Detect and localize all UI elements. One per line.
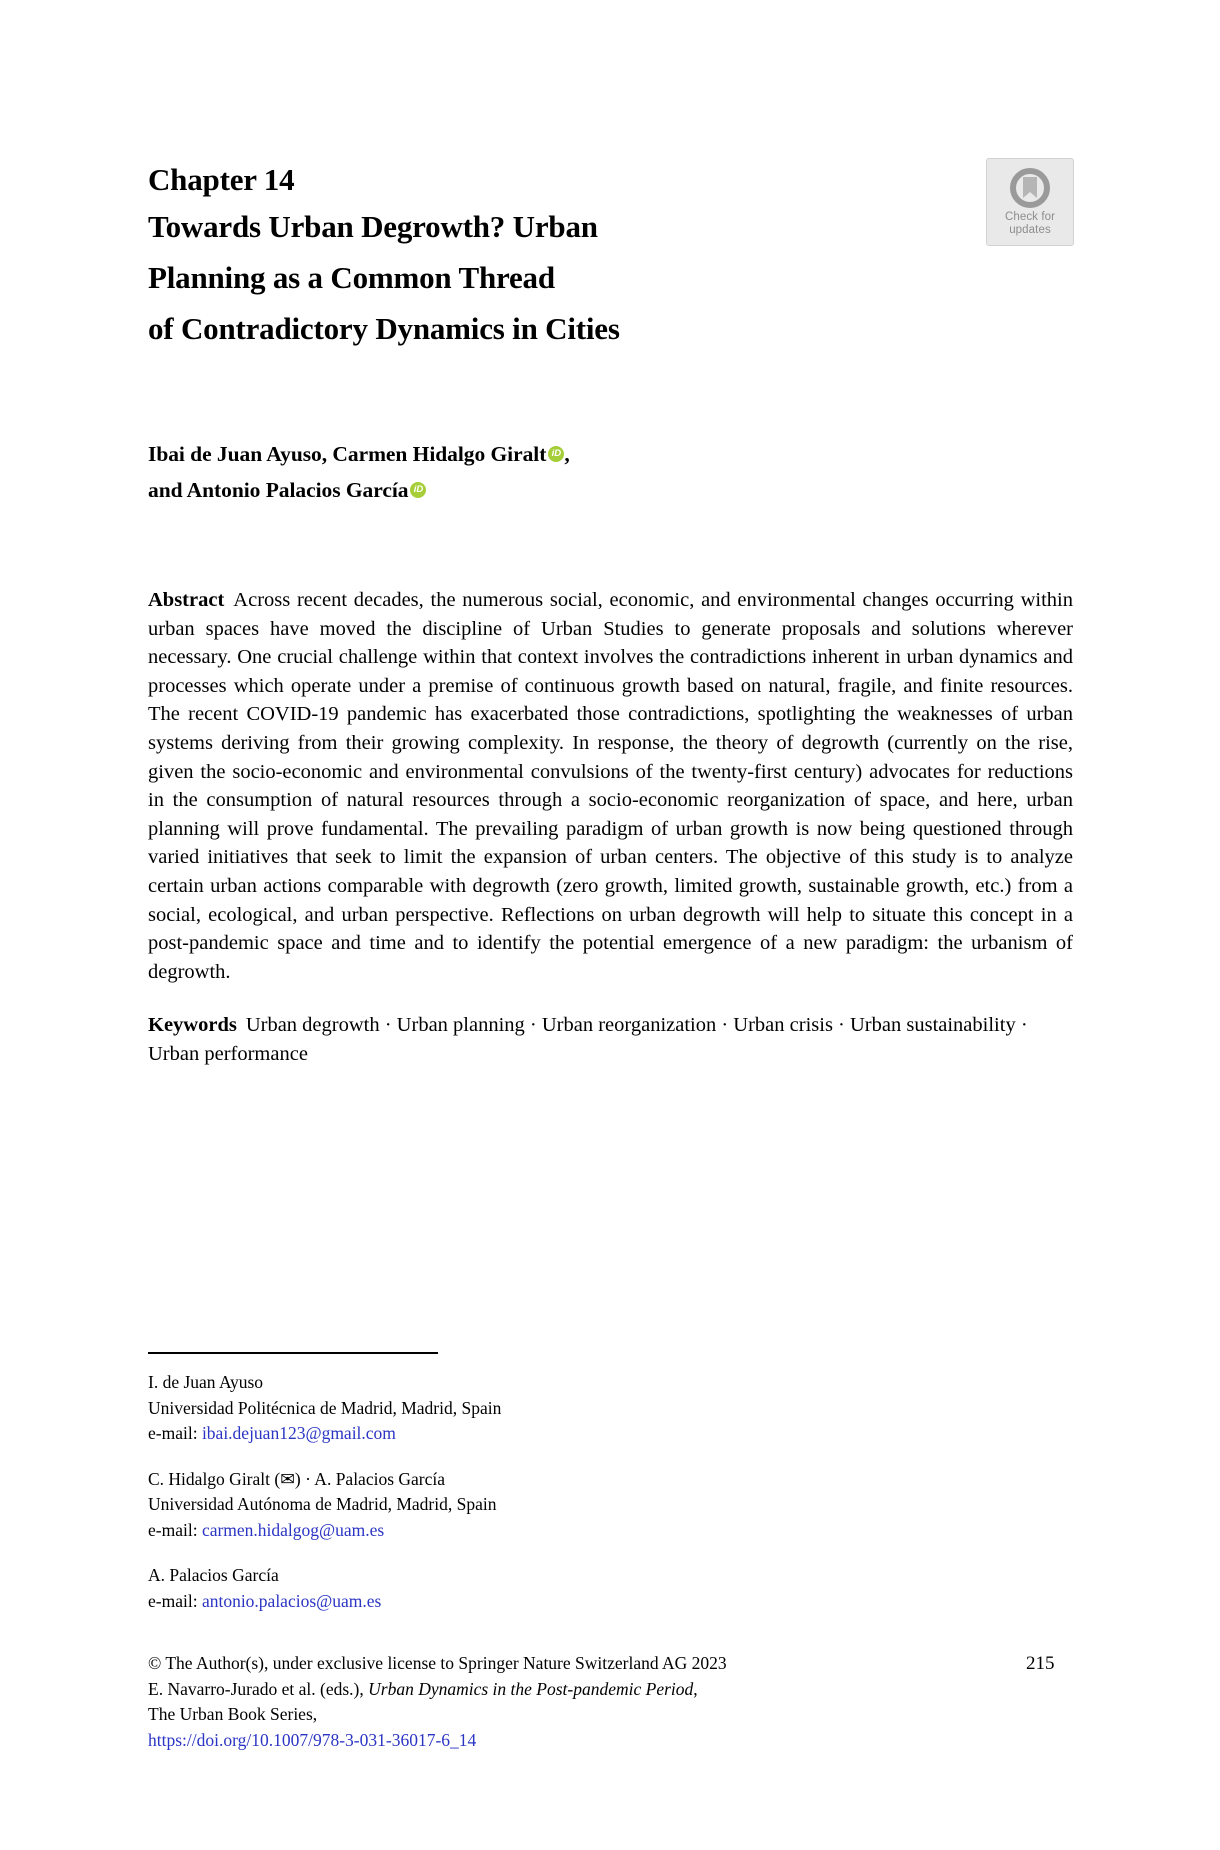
affiliation-email-line bbox=[148, 1421, 1073, 1447]
abstract-section bbox=[148, 586, 1073, 986]
doi-link[interactable]: https://doi.org/10.1007/978-3-031-36017-6_14 bbox=[148, 1729, 477, 1750]
affiliation-author: I. de Juan Ayuso bbox=[148, 1372, 264, 1392]
title-line-1: Towards Urban Degrowth? Urban bbox=[148, 209, 598, 244]
copyright-line: © The Author(s), under exclusive license to Springer Nature Switzerland AG 2023 bbox=[148, 1653, 727, 1673]
author-line-1: Ibai de Juan Ayuso, Carmen Hidalgo Giralt bbox=[148, 442, 547, 466]
author-line-2: and Antonio Palacios García bbox=[148, 478, 409, 502]
affiliation-author: A. Palacios García bbox=[148, 1565, 279, 1585]
crossmark-label-line1: Check for bbox=[1004, 211, 1056, 223]
title-line-2: Planning as a Common Thread bbox=[148, 260, 555, 295]
author-line-1-tail: , bbox=[564, 442, 570, 466]
email-link[interactable]: carmen.hidalgog@uam.es bbox=[201, 1519, 385, 1540]
email-label: e-mail: bbox=[148, 1519, 198, 1540]
affiliation-institution: Universidad Autónoma de Madrid, Madrid, Spain bbox=[148, 1494, 497, 1514]
series-line: The Urban Book Series, bbox=[148, 1704, 318, 1724]
keywords-section bbox=[148, 1011, 1073, 1068]
content-column bbox=[148, 0, 1073, 1069]
copyright-block bbox=[148, 1651, 1073, 1753]
affiliation-institution: Universidad Politécnica de Madrid, Madrid, Spain bbox=[148, 1397, 502, 1418]
keywords-text: Urban degrowth · Urban planning · Urban reorganization · Urban crisis · Urban sustainability · Urban performance bbox=[148, 1014, 1028, 1065]
affiliation-item bbox=[148, 1467, 1073, 1544]
email-label: e-mail: bbox=[148, 1423, 198, 1443]
email-link[interactable]: antonio.palacios@uam.es bbox=[201, 1590, 382, 1611]
chapter-number: Chapter 14 bbox=[148, 162, 295, 197]
affiliation-block bbox=[148, 1370, 1073, 1634]
affiliation-email-line bbox=[148, 1589, 1073, 1615]
abstract-body: Across recent decades, the numerous social, economic, and environmental changes occurring within urban spaces have moved the discipline of Urban Studies to generate proposals and solutions wherever necessary. One crucial challenge within that context involves the contradictions inherent in urban dynamics and processes which operate under a premise of continuous growth based on natural, fragile, and finite resources. The recent COVID-19 pandemic has exacerbated those contradictions, spotlighting the weaknesses of urban systems deriving from their growing complexity. In response, the theory of degrowth (currently on the rise, given the socio-economic and environmental convulsions of the twenty-first century) advocates for reductions in the consumption of natural resources through a socio-economic reorganization of space, and here, urban planning will prove fundamental. The prevailing paradigm of urban growth is now being questioned through varied initiatives that seek to limit the expansion of urban centers. The objective of this study is to analyze certain urban actions comparable with degrowth (zero growth, limited growth, sustainable growth, etc.) from a social, ecological, and urban perspective. Reflections on urban degrowth will help to situate this concept in a post-pandemic space and time and to identify the potential emergence of a new paradigm: the urbanism of degrowth. bbox=[148, 589, 1073, 983]
affiliation-author: C. Hidalgo Giralt (✉) · A. Palacios García bbox=[148, 1468, 446, 1489]
email-label: e-mail: bbox=[148, 1590, 198, 1611]
crossmark-label-line2: updates bbox=[1009, 223, 1051, 236]
orcid-icon[interactable] bbox=[410, 482, 426, 498]
book-title: Urban Dynamics in the Post-pandemic Period bbox=[368, 1678, 694, 1699]
affiliation-item bbox=[148, 1370, 1073, 1447]
orcid-icon[interactable] bbox=[548, 446, 564, 462]
abstract-label: Abstract bbox=[148, 589, 225, 611]
email-link[interactable]: ibai.dejuan123@gmail.com bbox=[201, 1423, 396, 1443]
affiliation-item bbox=[148, 1563, 1073, 1614]
footnote-divider bbox=[148, 1352, 438, 1354]
keywords-label: Keywords bbox=[148, 1014, 237, 1037]
editors-line bbox=[148, 1677, 1073, 1703]
editors-suffix: , bbox=[693, 1678, 698, 1699]
editors-prefix: E. Navarro-Jurado et al. (eds.), bbox=[148, 1678, 369, 1699]
page-title bbox=[148, 201, 848, 354]
author-list bbox=[148, 436, 1073, 508]
page-number: 215 bbox=[1026, 1653, 1055, 1674]
affiliation-email-line bbox=[148, 1518, 1073, 1544]
title-line-3: of Contradictory Dynamics in Cities bbox=[148, 311, 620, 346]
